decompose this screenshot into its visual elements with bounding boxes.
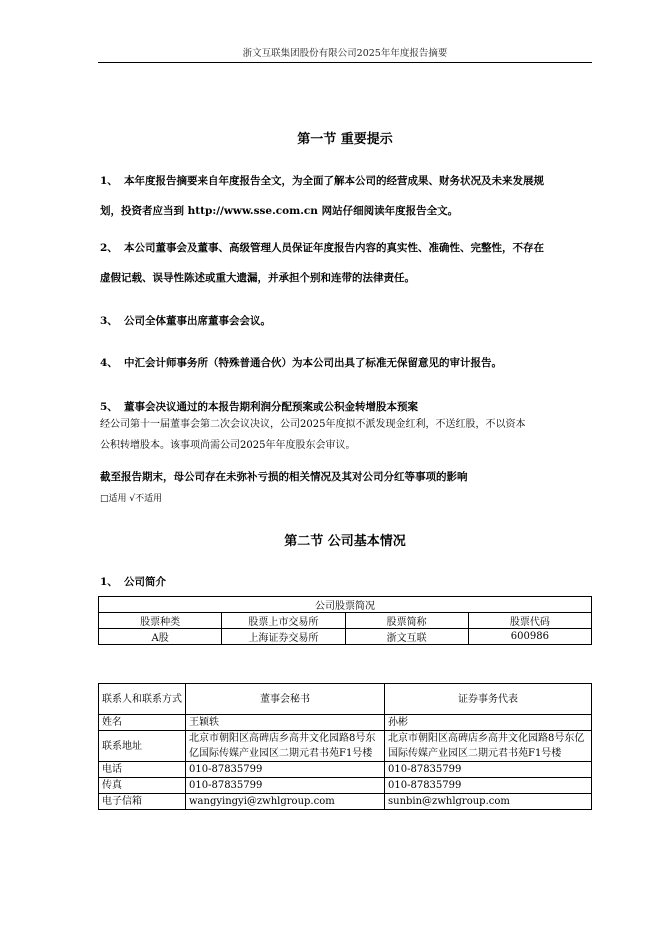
contact-fax-label: 传真 <box>99 778 186 794</box>
contact-fax-secretary: 010-87835799 <box>186 778 385 794</box>
stock-table <box>98 596 592 645</box>
item-3 <box>100 306 592 336</box>
applicability-checkbox-text: □适用 √不适用 <box>100 494 163 504</box>
sub-1 <box>100 567 592 597</box>
stock-code: 600986 <box>468 629 591 645</box>
page-header: 浙文互联集团股份有限公司2025年年度报告摘要 <box>242 48 448 59</box>
contact-name-secretary: 王颖轶 <box>186 715 385 731</box>
contact-table <box>98 683 592 810</box>
item-5-body-line1: 经公司第十一届董事会第二次会议决议，公司2025年度拟不派发现金红利，不送红股，不以资本 <box>100 419 526 430</box>
contact-fax-rep: 010-87835799 <box>385 778 592 794</box>
contact-phone-rep: 010-87835799 <box>385 762 592 778</box>
section1-title: 第一节 重要提示 <box>297 132 393 147</box>
contact-phone-secretary: 010-87835799 <box>186 762 385 778</box>
contact-address-rep: 北京市朝阳区高碑店乡高井文化园路8号东亿国际传媒产业园区二期元君书苑F1号楼 <box>385 731 592 762</box>
item-2-num: 2、 <box>100 242 118 254</box>
item-4 <box>100 348 592 378</box>
item-5-num: 5、 <box>100 401 118 413</box>
item-1-line2: 划，投资者应当到 http://www.sse.com.cn 网站仔细阅读年度报告全文。 <box>100 205 459 217</box>
item-1-num: 1、 <box>100 175 118 187</box>
item-5-body <box>100 414 592 456</box>
header-rule <box>98 62 592 63</box>
item-4-line1: 中汇会计师事务所（特殊普通合伙）为本公司出具了标准无保留意见的审计报告。 <box>124 357 502 369</box>
section2-title: 第二节 公司基本情况 <box>284 534 406 549</box>
contact-header-label: 联系人和联系方式 <box>99 684 186 715</box>
item-5-body-line2: 公积转增股本。该事项尚需公司2025年年度股东会审议。 <box>100 440 356 451</box>
deficit-title: 截至报告期末，母公司存在未弥补亏损的相关情况及其对公司分红等事项的影响 <box>100 471 468 483</box>
contact-name-label: 姓名 <box>99 715 186 731</box>
contact-address-label: 联系地址 <box>99 731 186 762</box>
stock-type: A股 <box>99 629 222 645</box>
item-3-num: 3、 <box>100 315 118 327</box>
item-1-line1: 本年度报告摘要来自年度报告全文，为全面了解本公司的经营成果、财务状况及未来发展规 <box>124 175 544 187</box>
stock-abbr: 浙文互联 <box>345 629 468 645</box>
sub-1-num: 1、 <box>100 576 118 588</box>
item-1 <box>100 166 592 226</box>
stock-table-caption: 公司股票简况 <box>99 597 592 613</box>
item-2-line2: 虚假记载、误导性陈述或重大遗漏，并承担个别和连带的法律责任。 <box>100 272 415 284</box>
item-3-line1: 公司全体董事出席董事会会议。 <box>124 315 271 327</box>
contact-header-rep: 证券事务代表 <box>385 684 592 715</box>
contact-header-secretary: 董事会秘书 <box>186 684 385 715</box>
stock-header-code: 股票代码 <box>468 613 591 629</box>
stock-exchange: 上海证券交易所 <box>222 629 345 645</box>
item-2-line1: 本公司董事会及董事、高级管理人员保证年度报告内容的真实性、准确性、完整性，不存在 <box>124 242 544 254</box>
stock-header-exchange: 股票上市交易所 <box>222 613 345 629</box>
item-2 <box>100 233 592 293</box>
stock-header-type: 股票种类 <box>99 613 222 629</box>
contact-email-secretary[interactable]: wangyingyi@zwhlgroup.com <box>186 794 385 810</box>
contact-email-label: 电子信箱 <box>99 794 186 810</box>
contact-name-rep: 孙彬 <box>385 715 592 731</box>
sub-1-title: 公司简介 <box>124 576 166 588</box>
stock-header-abbr: 股票简称 <box>345 613 468 629</box>
contact-address-secretary: 北京市朝阳区高碑店乡高井文化园路8号东亿国际传媒产业园区二期元君书苑F1号楼 <box>186 731 385 762</box>
item-4-num: 4、 <box>100 357 118 369</box>
contact-phone-label: 电话 <box>99 762 186 778</box>
contact-email-rep[interactable]: sunbin@zwhlgroup.com <box>385 794 592 810</box>
item-5-line1: 董事会决议通过的本报告期利润分配预案或公积金转增股本预案 <box>124 401 418 413</box>
